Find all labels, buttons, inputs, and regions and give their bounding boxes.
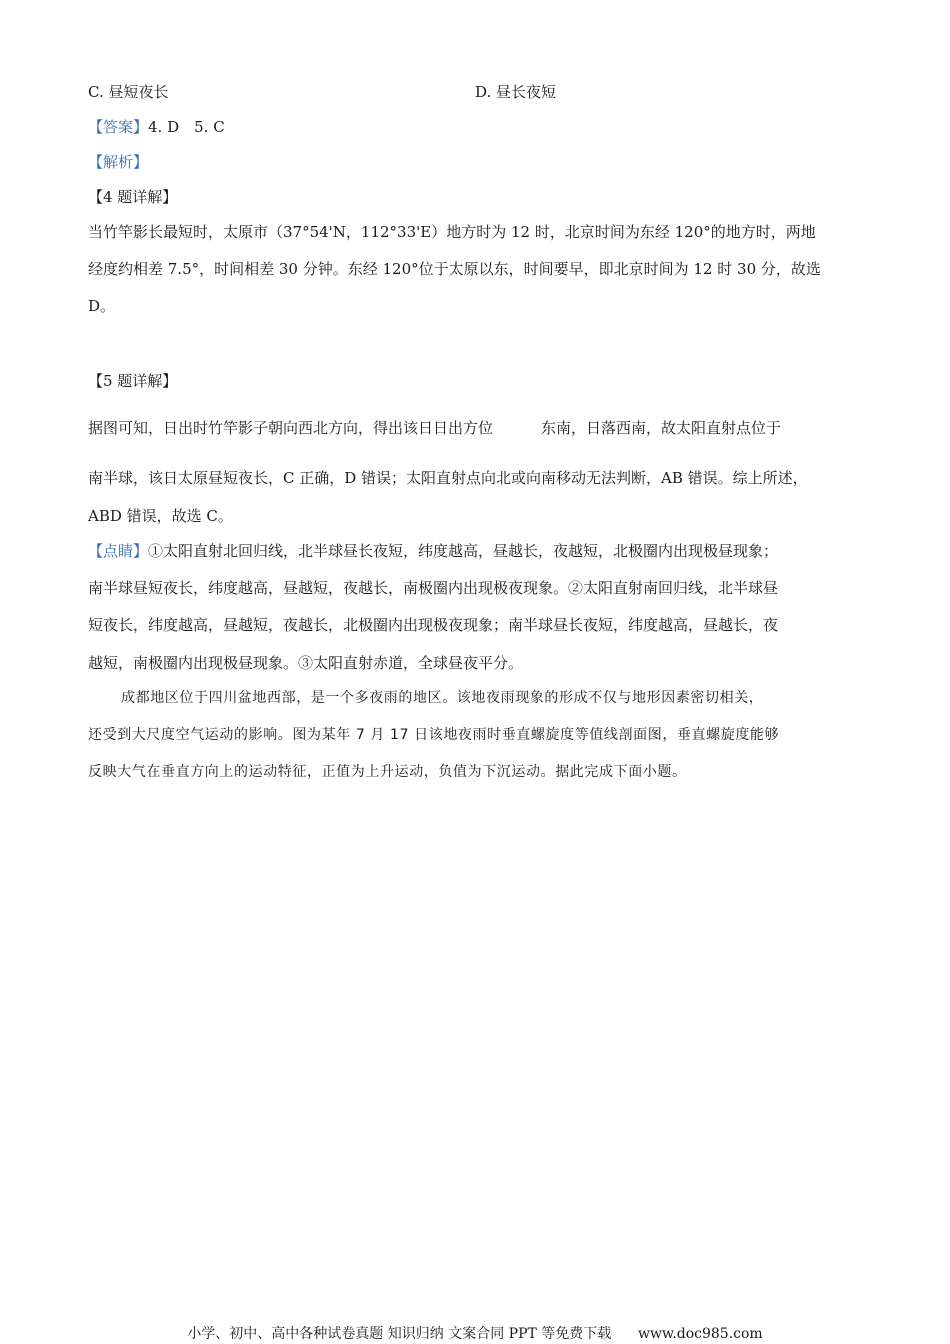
tips-line-1 — [88, 541, 778, 561]
q5-line-1 — [88, 418, 781, 438]
option-c: C. 昼短夜长 — [88, 83, 169, 101]
footer-url[interactable]: www.doc985.com — [638, 1326, 763, 1342]
q5-line-2: 南半球，该日太原昼短夜长，C 正确，D 错误；太阳直射点向北或向南移动无法判断，AB 错误。综上所述， — [88, 469, 808, 487]
answer-text: 4. D 5. C — [148, 118, 225, 136]
tips-line-2: 南半球昼短夜长，纬度越高，昼越短，夜越长，南极圈内出现极夜现象。②太阳直射南回归线，北半球昼 — [88, 579, 779, 597]
tips-line-4: 越短，南极圈内出现极昼现象。③太阳直射赤道，全球昼夜平分。 — [88, 654, 524, 672]
q4-tag: 【4 题详解】 — [88, 188, 178, 206]
intro-line-2: 还受到大尺度空气运动的影响。图为某年 7 月 17 日该地夜雨时垂直螺旋度等值线剖面图，垂直螺旋度能够 — [88, 727, 780, 743]
q5-tag: 【5 题详解】 — [88, 372, 178, 390]
intro-line-3: 反映大气在垂直方向上的运动特征，正值为上升运动，负值为下沉运动。据此完成下面小题。 — [88, 764, 687, 780]
q4-line-2: 经度约相差 7.5°，时间相差 30 分钟。东经 120°位于太原以东，时间要早，即北京时间为 12 时 30 分，故选 — [88, 260, 821, 278]
intro-line-1: 成都地区位于四川盆地西部，是一个多夜雨的地区。该地夜雨现象的形成不仅与地形因素密切相关， — [121, 690, 764, 706]
answer-tag: 【答案】 — [88, 118, 149, 136]
q5-line-1-a: 据图可知，日出时竹竿影子朝向西北方向，得出该日日出方位 — [88, 419, 494, 437]
tips-line-1-text: ①太阳直射北回归线，北半球昼长夜短，纬度越高，昼越长，夜越短，北极圈内出现极昼现象； — [148, 542, 779, 560]
q4-line-3: D。 — [88, 297, 116, 315]
tips-tag: 【点睛】 — [88, 542, 149, 560]
footer-text: 小学、初中、高中各种试卷真题 知识归纳 文案合同 PPT 等免费下载 — [187, 1326, 612, 1342]
q5-line-1-b: 东南，日落西南，故太阳直射点位于 — [541, 419, 782, 437]
tips-line-3: 短夜长，纬度越高，昼越短，夜越长，北极圈内出现极夜现象；南半球昼长夜短，纬度越高，昼越长，夜 — [88, 616, 779, 634]
analysis-tag: 【解析】 — [88, 153, 149, 171]
answer-line — [88, 117, 225, 137]
q5-line-3: ABD 错误，故选 C。 — [88, 507, 233, 525]
page-footer — [0, 1325, 950, 1343]
option-d: D. 昼长夜短 — [475, 83, 557, 101]
q4-line-1: 当竹竿影长最短时，太原市（37°54'N，112°33'E）地方时为 12 时，北京时间为东经 120°的地方时，两地 — [88, 223, 816, 241]
